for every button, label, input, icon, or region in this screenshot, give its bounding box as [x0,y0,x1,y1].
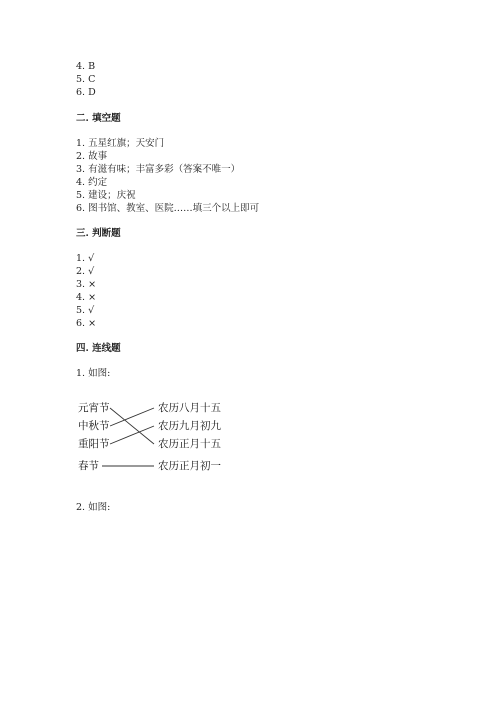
answer-line: 3. 有滋有味；丰富多彩（答案不唯一） [76,164,241,175]
answer-line: 1. 五星红旗；天安门 [76,138,165,149]
answer-line: 1. √ [76,253,95,264]
answer-line: 6. × [76,318,97,329]
matching-diagram [74,396,234,480]
answer-line: 4. 约定 [76,177,108,188]
left-item: 春节 [78,460,99,472]
left-item: 重阳节 [78,438,110,450]
right-item: 农历八月十五 [158,402,221,414]
right-item: 农历九月初九 [158,420,221,432]
question-label: 2. 如图: [76,502,111,513]
match-line [110,408,154,444]
left-item: 中秋节 [78,420,110,432]
match-line [110,408,154,426]
answer-line: 5. √ [76,305,95,316]
right-item: 农历正月初一 [158,460,221,472]
answer-line: 5. C [76,74,96,85]
match-line [110,426,154,444]
answer-line: 4. B [76,61,96,72]
answer-line: 2. 故事 [76,151,108,162]
answer-line: 3. × [76,279,97,290]
section-heading-true-false: 三. 判断题 [76,228,121,239]
right-item: 农历正月十五 [158,438,221,450]
left-item: 元宵节 [78,402,110,414]
answer-line: 4. × [76,292,97,303]
section-heading-fill-blank: 二. 填空题 [76,113,121,124]
answer-line: 2. √ [76,266,95,277]
section-heading-matching: 四. 连线题 [76,343,121,354]
question-label: 1. 如图: [76,368,111,379]
answer-line: 5. 建设；庆祝 [76,190,136,201]
answer-line: 6. D [76,87,96,98]
answer-line: 6. 图书馆、教室、医院……填三个以上即可 [76,203,260,214]
